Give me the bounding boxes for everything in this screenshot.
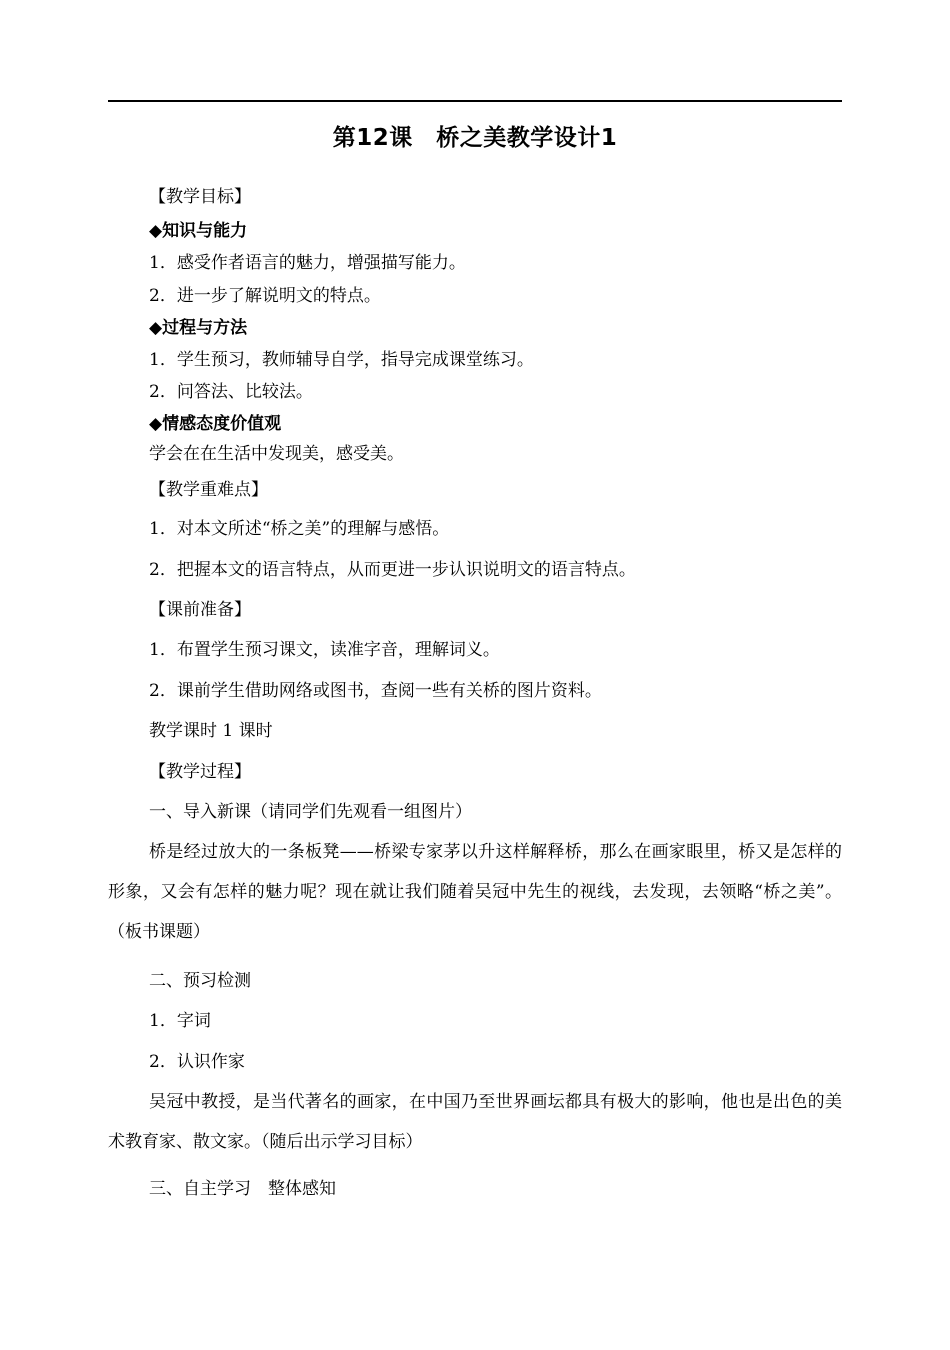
key-point-item-1: 1．对本文所述“桥之美”的理解与感悟。	[149, 519, 450, 539]
knowledge-heading: ◆知识与能力	[149, 221, 248, 241]
section-2-item-1: 1．字词	[149, 1011, 211, 1031]
process-method-item-1: 1．学生预习，教师辅导自学，指导完成课堂练习。	[149, 350, 534, 370]
process-method-heading: ◆过程与方法	[149, 318, 248, 338]
preparation-item-2: 2．课前学生借助网络或图书，查阅一些有关桥的图片资料。	[149, 681, 602, 701]
emotion-heading: ◆情感态度价值观	[149, 414, 282, 434]
knowledge-item-1: 1．感受作者语言的魅力，增强描写能力。	[149, 253, 466, 273]
knowledge-item-2: 2．进一步了解说明文的特点。	[149, 286, 381, 306]
key-points-heading: 【教学重难点】	[149, 480, 268, 500]
section-2-item-2: 2．认识作家	[149, 1052, 245, 1072]
teaching-process-heading: 【教学过程】	[149, 762, 251, 782]
section-1-heading: 一、导入新课（请同学们先观看一组图片）	[149, 802, 472, 822]
class-hours: 教学课时 1 课时	[149, 721, 273, 741]
document-title: 第12课 桥之美教学设计1	[332, 125, 618, 151]
process-method-item-2: 2．问答法、比较法。	[149, 382, 313, 402]
preparation-heading: 【课前准备】	[149, 600, 251, 620]
emotion-text: 学会在在生活中发现美，感受美。	[149, 444, 404, 464]
objectives-heading: 【教学目标】	[149, 187, 251, 207]
section-3-heading: 三、自主学习 整体感知	[149, 1179, 336, 1199]
section-1-paragraph: 桥是经过放大的一条板凳——桥梁专家茅以升这样解释桥，那么在画家眼里，桥又是怎样的形象，又会有怎样的魅力呢？现在就让我们随着吴冠中先生的视线，去发现，去领略“桥之美”。（板书课题）	[108, 842, 842, 942]
section-2-heading: 二、预习检测	[149, 971, 251, 991]
preparation-item-1: 1．布置学生预习课文，读准字音，理解词义。	[149, 640, 500, 660]
section-2-paragraph: 吴冠中教授，是当代著名的画家，在中国乃至世界画坛都具有极大的影响，他也是出色的美术教育家、散文家。（随后出示学习目标）	[108, 1092, 842, 1152]
header-rule	[108, 100, 842, 102]
key-point-item-2: 2．把握本文的语言特点，从而更进一步认识说明文的语言特点。	[149, 560, 636, 580]
